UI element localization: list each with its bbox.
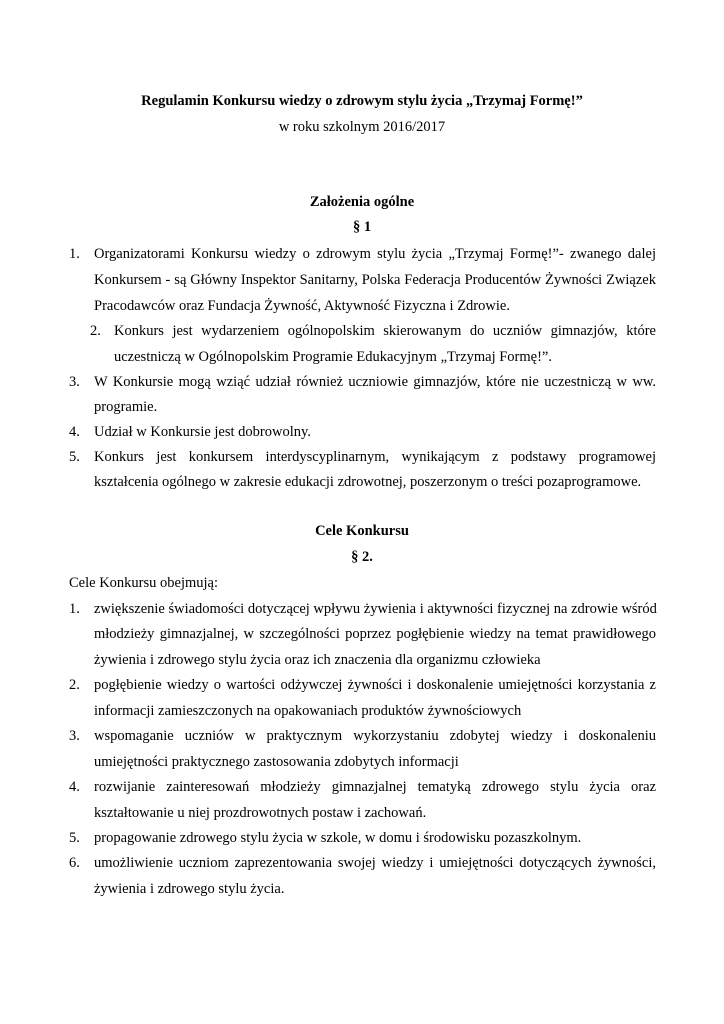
s2-item3-line1: wspomaganie uczniów w praktycznym wykorzystaniu zdobytej wiedzy i doskonaleniu	[94, 728, 656, 744]
s2-item4-number: 4.	[69, 779, 80, 795]
document-title: Regulamin Konkursu wiedzy o zdrowym stylu życia „Trzymaj Formę!”	[141, 93, 583, 109]
section2-intro: Cele Konkursu obejmują:	[69, 575, 219, 591]
s1-item3-line1: W Konkursie mogą wziąć udział również uczniowie gimnazjów, które nie uczestniczą w ww.	[94, 374, 656, 390]
section2-heading: Cele Konkursu	[315, 523, 409, 539]
s1-item5-number: 5.	[69, 449, 80, 465]
s2-item2-number: 2.	[69, 677, 80, 693]
section2-paragraph-mark: § 2.	[351, 549, 373, 565]
section1-paragraph-mark: § 1	[352, 219, 372, 235]
s2-item3-line2: umiejętności praktycznego zastosowania zdobytych informacji	[94, 754, 459, 770]
s2-item3-number: 3.	[69, 728, 80, 744]
s1-item1-number: 1.	[69, 246, 80, 262]
s2-item1-line2: młodzieży gimnazjalnej, w szczególności poprzez pogłębienie wiedzy na temat prawidłowego	[94, 626, 656, 642]
s1-item3-number: 3.	[69, 374, 80, 390]
s2-item1-line1: zwiększenie świadomości dotyczącej wpływu żywienia i aktywności fizycznej na zdrowie wśród	[94, 601, 657, 617]
s1-item2-line2: uczestniczą w Ogólnopolskim Programie Edukacyjnym „Trzymaj Formę!”.	[114, 349, 552, 365]
s2-item6-line2: żywienia i zdrowego stylu życia.	[94, 881, 285, 897]
s1-item4-line1: Udział w Konkursie jest dobrowolny.	[94, 424, 311, 440]
s2-item2-line2: informacji zamieszczonych na opakowaniach produktów żywnościowych	[94, 703, 522, 719]
s1-item1-line2: Konkursem - są Główny Inspektor Sanitarny, Polska Federacja Producentów Żywności Związek	[94, 272, 656, 288]
s1-item1-line3: Pracodawców oraz Fundacja Żywność, Aktywność Fizyczna i Zdrowie.	[94, 298, 510, 314]
s1-item2-line1: Konkurs jest wydarzeniem ogólnopolskim skierowanym do uczniów gimnazjów, które	[114, 323, 656, 339]
document-subtitle: w roku szkolnym 2016/2017	[278, 119, 446, 135]
section1-heading: Założenia ogólne	[309, 194, 415, 210]
s2-item5-number: 5.	[69, 830, 80, 846]
s2-item5-line1: propagowanie zdrowego stylu życia w szkole, w domu i środowisku pozaszkolnym.	[94, 830, 582, 846]
s1-item2-number: 2.	[90, 323, 101, 339]
s2-item2-line1: pogłębienie wiedzy o wartości odżywczej żywności i doskonalenie umiejętności korzystania z	[94, 677, 656, 693]
s1-item5-line1: Konkurs jest konkursem interdyscyplinarnym, wynikającym z podstawy programowej	[94, 449, 656, 465]
s1-item1-line1: Organizatorami Konkursu wiedzy o zdrowym stylu życia „Trzymaj Formę!”- zwanego dalej	[94, 246, 656, 262]
s1-item4-number: 4.	[69, 424, 80, 440]
s1-item5-line2: kształcenia ogólnego w zakresie edukacji zdrowotnej, poszerzonym o treści pozaprogramowe.	[94, 474, 642, 490]
s2-item4-line1: rozwijanie zainteresowań młodzieży gimnazjalnej tematyką zdrowego stylu życia oraz	[94, 779, 656, 795]
s2-item6-line1: umożliwienie uczniom zaprezentowania swojej wiedzy i umiejętności dotyczących żywności,	[94, 855, 656, 871]
s2-item6-number: 6.	[69, 855, 80, 871]
s2-item1-number: 1.	[69, 601, 80, 617]
s2-item4-line2: kształtowanie u niej prozdrowotnych postaw i zachowań.	[94, 805, 427, 821]
s2-item1-line3: żywienia i zdrowego stylu życia oraz ich znaczenia dla organizmu człowieka	[94, 652, 541, 668]
s1-item3-line2: programie.	[94, 399, 158, 415]
